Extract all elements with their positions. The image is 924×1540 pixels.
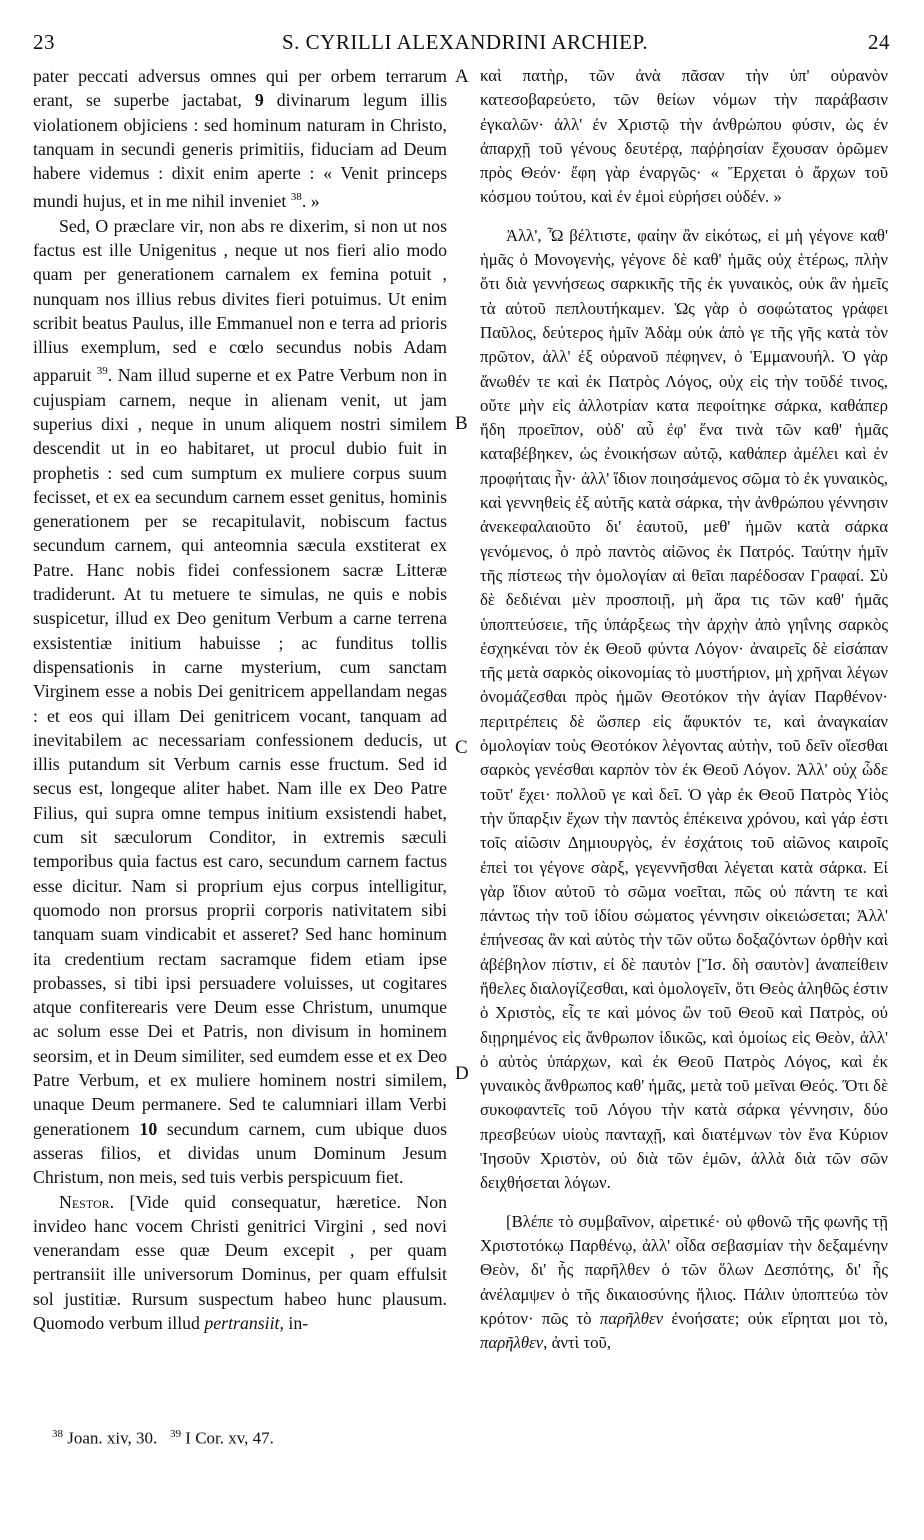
latin-p2-end: secundum carnem, cum ubique duos asseras filios, et dividas unum Dominum Jesum Christum, non meis, sed tuis verbis perspicuum fiet.	[33, 1118, 447, 1188]
latin-p3-italic: pertransiit	[204, 1312, 280, 1333]
greek-p3-italic-2: παρῆλθεν	[480, 1333, 544, 1353]
footnote-number-38: 38	[52, 1428, 63, 1440]
latin-column	[33, 64, 447, 1335]
latin-paragraph-2	[33, 214, 447, 1190]
page-number-left: 23	[33, 30, 55, 54]
section-number-9: 9	[254, 90, 264, 111]
latin-p1-end: . »	[301, 191, 320, 212]
footnote-ref-38: 38	[290, 191, 302, 204]
margin-marker-a: A	[455, 66, 469, 87]
footnote-text-39: I Cor. xv, 47.	[185, 1428, 274, 1448]
latin-paragraph-3	[33, 1190, 447, 1336]
footnote-text-38: Joan. xiv, 30.	[67, 1428, 158, 1448]
greek-p3-end: , ἀντὶ τοῦ,	[543, 1333, 612, 1353]
latin-p3-start: [Vide quid consequatur, hæretice. Non invideo hanc vocem Christi genitrici Virgini , sed novi venerandam esse quæ Deum excepit , per quam pertransiit ille universorum Dominus, per quam effulsit sol justitiæ. Rursum suspectum habeo hunc plausum. Quomodo verbum illud	[33, 1191, 447, 1333]
footnote-number-39: 39	[170, 1428, 182, 1440]
latin-p2-start: Sed, O præclare vir, non abs re dixerim, si non ut nos factus est ille Unigenitus , neque ut nos fieri alio modo quam per generationem carnalem ex femina potuit , nunquam nos illius rebus divites fieri potuimus. Ut enim scribit beatus Paulus, ille Emmanuel non e terra ad prioris illius exemplum, sed e cœlo secundus nobis Adam apparuit	[33, 215, 447, 386]
greek-p3-italic-1: παρῆλθεν	[599, 1308, 664, 1328]
margin-marker-d: D	[455, 1063, 469, 1084]
latin-p1-start: pater peccati adversus omnes qui per orbem terrarum erant, se superbe jactabat,	[33, 66, 447, 111]
greek-paragraph-3	[480, 1210, 888, 1356]
speaker-name: Nestor.	[59, 1191, 115, 1212]
latin-paragraph-1	[33, 64, 447, 214]
latin-p2-middle: . Nam illud superne et ex Patre Verbum non in cujuspiam carnem, neque in alienam venit, ut jam superius dixi , neque in unum aliquem nostri similem descendit ut in eo habitaret, ut procul dubio fuit in prophetis : sed cum sumptum ex muliere corpus suum fecisset, et ex ea secundum carnem esset genitus, hominis generationem per se recapitulavit, nobiscum factus secundum carnem, qui anteomnia sæcula exstiterat ex Patre. Hanc nobis fidei confessionem sacræ Litteræ tradiderunt. At tu metuere te simulas, ne quis e nobis suspicetur, illud ex Deo genitum Verbum a carne terrena exsistentiæ initium habuisse ; ac funditus tollis dispensationis in carne mysterium, cum sanctam Virginem esse a nobis Dei genitricem appellandam negas : et eos qui illam Dei genitricem vocant, tanquam ad inevitabilem ac necessariam confessionem deducis, ut illis putandum sit Verbum carnis esse fructum. Sed id secus est, longeque aliter habet. Nam ille ex Deo Patre Filius, qui supra omne tempus initium exsistendi habet, cum sit sæculorum Conditor, in extremis sæculi temporibus quia factus est caro, secundum carnem factus esse dicitur. Nam si proprium ejus corpus intelligitur, quomodo non prorsus proprii corporis nativitatem sibi tanquam suam vindicabit et asseret? Sed hanc hominum ita credentium rectam sacramque fidem etiam ipse probasses, si tibi ipsi persuadere voluisses, ut cogitares atque confiterearis vere Deum esse Christum, unumque ac solum esse Dei et Patris, non divisum in hominem seorsim, et in Deum similiter, sed eumdem esse et ex Deo Patre Verbum, et ex muliere hominem nostri similem, unaque Deum permanere. Sed te calumniari illam Verbi generationem	[33, 365, 448, 1139]
greek-p3-start: [Βλέπε τὸ συμβαῖνον, αἱρετικέ· οὐ φθονῶ τῆς φωνῆς τῇ Χριστοτόκῳ Παρθένῳ, ἀλλ' οἶδα σεβασμίαν τὴν δεξαμένην Θεὸν, δι' ἧς παρῆλθεν ὁ τῶν ὅλων Δεσπότης, δι' ἧς ἀνέλαμψεν ὁ τῆς δικαιοσύνης ἥλιος. Πάλιν ὑποπτεύω τὸν κρότον· πῶς τὸ	[480, 1211, 888, 1328]
greek-paragraph-1: καὶ πατὴρ, τῶν ἀνὰ πᾶσαν τὴν ὑπ' οὐρανὸν κατεσοβαρεύετο, τῶν θείων νόμων τὴν παράβασιν ἐγκαλῶν· ἀλλ' ἐν Χριστῷ τὴν ἀνθρώπου φύσιν, ὡς ἐν ἀπαρχῇ τοῦ γένους δευτέρᾳ, παῤῥησίαν ἔχουσαν ὁρῶμεν πρὸς Θεόν· ἔφη γὰρ ἐναργῶς· « Ἔρχεται ὁ ἄρχων τοῦ κόσμου τούτου, καὶ ἐν ἐμοὶ εὑρήσει οὐδέν. »	[480, 66, 888, 207]
greek-paragraph-2: Ἀλλ', Ὦ βέλτιστε, φαίην ἂν εἰκότως, εἰ μὴ γέγονε καθ' ἡμᾶς ὁ Μονογενὴς, γέγονε δὲ καθ' ἡμᾶς οὐχ ἑτέρως, πλὴν ὅτι διὰ γεννήσεως σαρκικῆς τῆς ἐκ γυναικὸς, οὐκ ἂν ἡμεῖς τὰ αὐτοῦ πεπλουτήκαμεν. Ὡς γὰρ ὁ σοφώτατος γράφει Παῦλος, δεύτερος ἡμῖν Ἀδὰμ οὐκ ἀπὸ γε τῆς γῆς κατὰ τὸν πρῶτον, ἀλλ' ἐξ οὐρανοῦ πέφηνεν, ὁ Ἐμμανουήλ. Ὁ γὰρ ἄνωθέν τε καὶ ἐκ Πατρὸς Λόγος, οὐχ εἰς τὴν τοῦδέ τινος, οὔτε μὴν εἰς ἀλλοτρίαν κατα πεφοίτηκε σάρκα, καθάπερ ἤδη προεῖπον, οὐδ' αὖ ἐφ' ἕνα τινὰ τῶν καθ' ἡμᾶς καταβέβηκεν, ὡς ἐνοικήσων αὐτῷ, καθάπερ ἀμέλει καὶ ἐν προφήταις ἦν· ἀλλ' ἴδιον ποιησάμενος σῶμα τὸ ἐκ γυναικὸς, καὶ γεννηθεὶς ἐξ αὐτῆς κατὰ σάρκα, τὴν ἀνθρώπου γέννησιν ἀνεκεφαλαιοῦτο δι' ἑαυτοῦ, μεθ' ἡμῶν κατὰ σάρκα γενόμενος, ὁ πρὸ παντὸς αἰῶνος ἐκ Πατρός. Ταύτην ἡμῖν τῆς πίστεως τὴν ὁμολογίαν αἱ θεῖαι παρέδοσαν Γραφαί. Σὺ δὲ δεδιέναι μὲν προσποιῇ, μὴ ἄρα τις τῶν καθ' ἡμᾶς ὑποπτεύσειε, τῆς ὑπάρξεως τὴν ἀρχὴν ἀπὸ γηΐνης σαρκὸς ἐσχηκέναι τὸν ἐκ Θεοῦ φύντα Λόγον· ἀναιρεῖς δὲ εἰσάπαν τῆς μετὰ σαρκὸς οἰκονομίας τὸ μυστήριον, μὴ χρῆναι λέγων ὀνομάζεσθαι πρὸς ἡμῶν Θεοτόκον τὴν ἁγίαν Παρθένον· περιτρέπεις δὲ ὥσπερ εἰς ἄφυκτόν τε, καὶ ἀναγκαίαν ὁμολογίαν τοὺς Θεοτόκον λέγοντας αὐτὴν, τοῦ δεῖν οἴεσθαι σαρκὸς γενέσθαι καρπὸν τὸν ἐκ Θεοῦ Λόγον. Ἀλλ' οὐχ ὧδε τοῦτ' ἔχει· πολλοῦ γε καὶ δεῖ. Ὁ γὰρ ἐκ Θεοῦ Πατρὸς Υἱὸς τὴν ὕπαρξιν ἔχων τὴν παντὸς ἐπέκεινα χρόνου, καὶ γάρ ἐστι τοῖς αἰῶσιν Δημιουργὸς, ἐν ἐσχάτοις τοῦ αἰῶνος καιροῖς ἐπεὶ τοι γέγονε σὰρξ, γεγεννῆσθαι λέγεται κατὰ σάρκα. Εἰ γὰρ ἴδιον αὐτοῦ τὸ σῶμα νοεῖται, πῶς οὐ πάντη τε καὶ πάντως τὴν τοῦ ἰδίου σώματος γέννησιν οἰκειώσεται; Ἀλλ' ἐπήνεσας ἂν καὶ αὐτὸς τὴν τῶν οὕτω δοξαζόντων ὀρθὴν καὶ ἀβέβηλον πίστιν, εἰ δὲ παυτὸν [Ἴσ. δὴ σαυτὸν] ἀναπείθειν ἤθελες διαλογίζεσθαι, καὶ ὁμολογεῖν, ὅτι Θεὸς ἀληθῶς ἐστιν ὁ Χριστὸς, εἷς τε καὶ μόνος ὢν τοῦ Θεοῦ καὶ Πατρὸς, οὐ διῃρημένος εἰς ἄνθρωπον ἰδικῶς, καὶ ὁμοίως εἰς Θεὸν, ἀλλ' ὁ αὐτὸς ὑπάρχων, καὶ ἐκ Θεοῦ Πατρὸς Λόγος, καὶ ἐκ γυναικὸς ἄνθρωπος καθ' ἡμᾶς, μετὰ τοῦ μεῖναι Θεός. Ὅτι δὲ συκοφαντεῖς τοῦ Λόγου τὴν κατὰ σάρκα γέννησιν, δύο πρεσβεύων υἱοὺς πανταχῇ, καὶ διατέμνων τὸν ἕνα Κύριον Ἰησοῦν Χριστὸν, οὐ διὰ τῶν ἐμῶν, ἀλλὰ διὰ τῶν σῶν δειχθήσεται λόγων.	[480, 225, 888, 1193]
margin-marker-b: B	[455, 413, 468, 434]
running-title: S. CYRILLI ALEXANDRINI ARCHIEP.	[282, 30, 649, 54]
page-number-right: 24	[868, 30, 890, 54]
latin-p3-end: , in-	[279, 1312, 309, 1333]
section-number-10: 10	[139, 1118, 158, 1139]
margin-marker-c: C	[455, 737, 468, 758]
greek-p3-middle: ἐνοήσατε; οὐκ εἴρηται μοι τὸ,	[671, 1308, 888, 1328]
footnotes	[52, 1428, 274, 1449]
latin-p1-continued: divinarum legum illis violationem objiciens : sed hominum naturam in Christo, tanquam in secundi generis primitiis, fiduciam ad Deum habere videmus : dixit enim aperte : « Venit princeps mundi hujus, et in me nihil inveniet	[33, 90, 447, 212]
greek-column	[480, 64, 888, 1355]
footnote-ref-39: 39	[96, 365, 108, 378]
